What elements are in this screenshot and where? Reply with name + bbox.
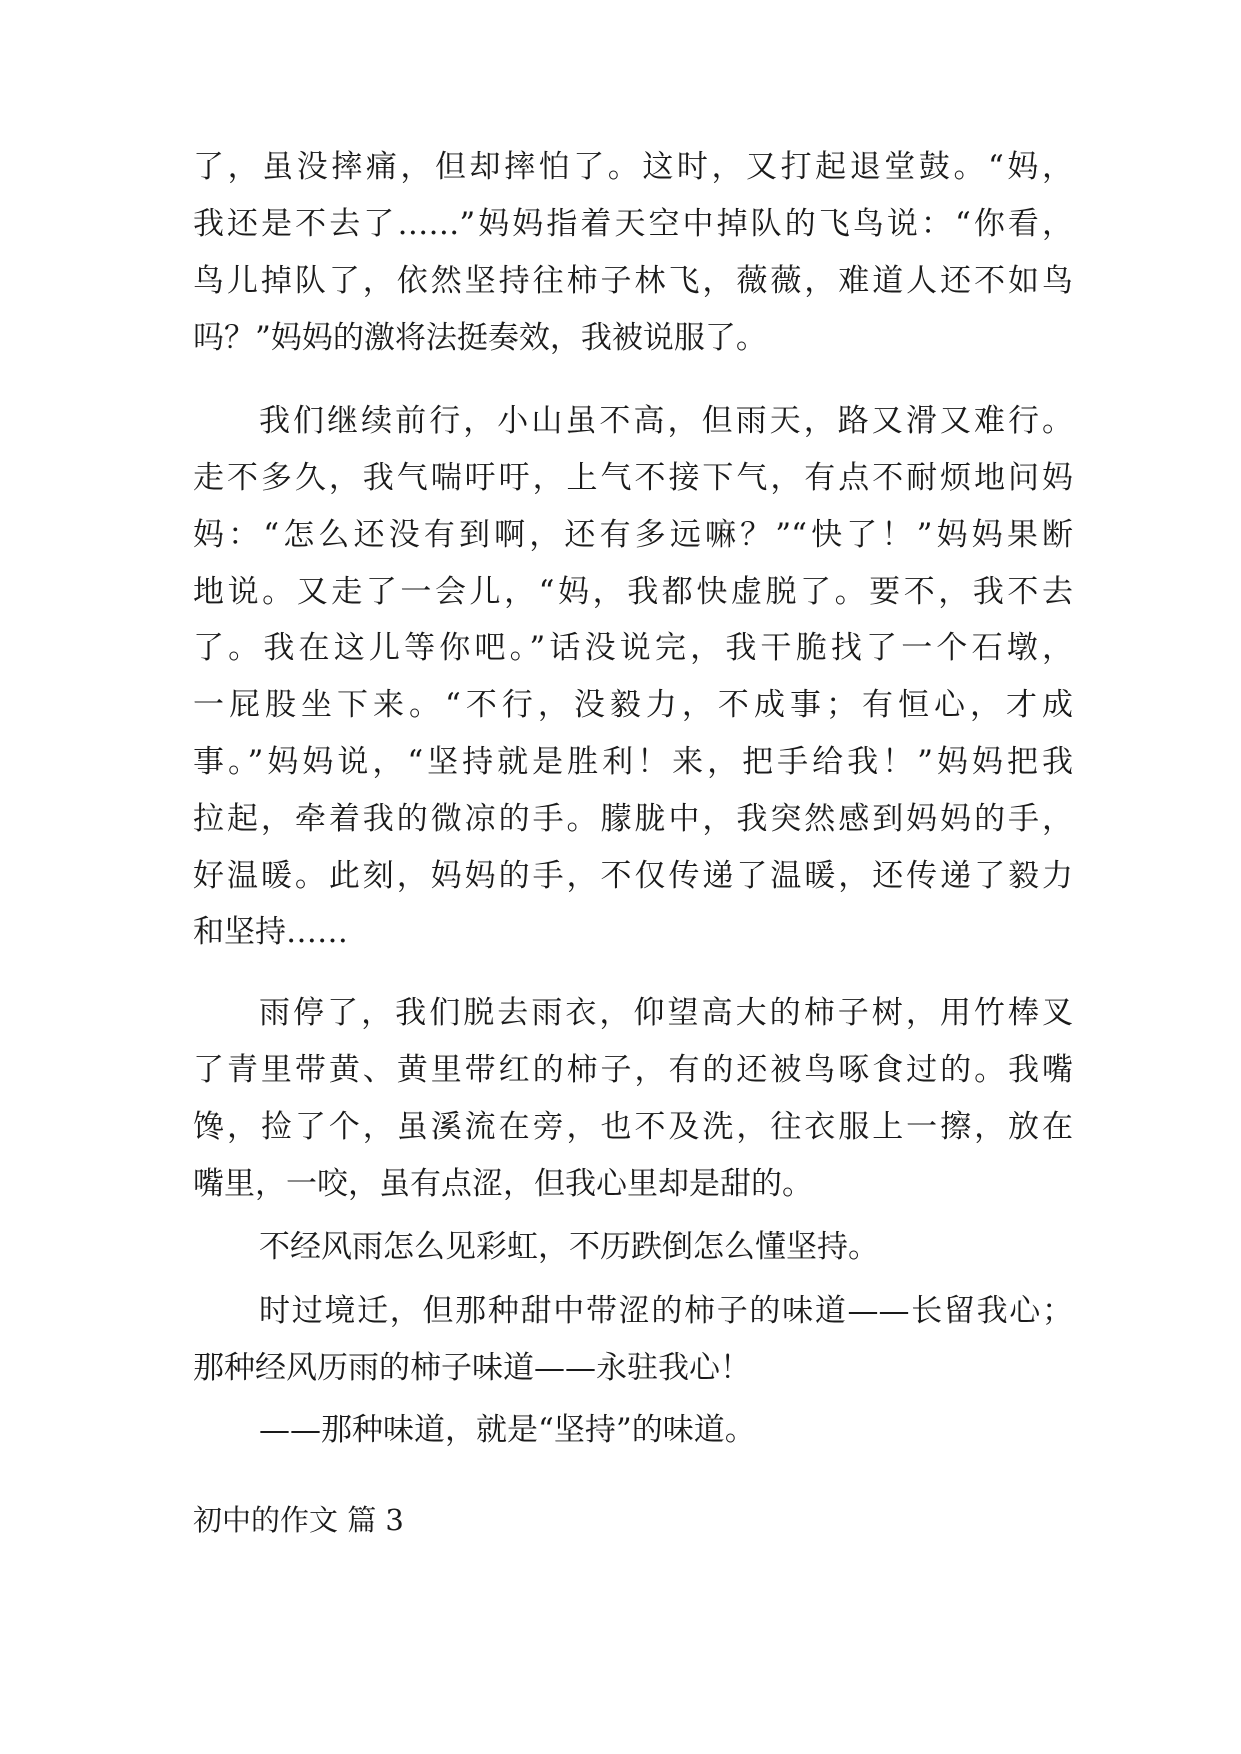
paragraph-line: ——那种味道，就是“坚持”的味道。	[259, 1412, 756, 1448]
paragraph-line: 了青里带黄、黄里带红的柿子，有的还被鸟啄食过的。我嘴	[193, 1052, 1073, 1088]
paragraph-line: 了，虽没摔痛，但却摔怕了。这时，又打起退堂鼓。“妈，	[193, 149, 1073, 185]
paragraph-line: 好温暖。此刻，妈妈的手，不仅传递了温暖，还传递了毅力	[193, 858, 1073, 894]
paragraph-line: 馋，捡了个，虽溪流在旁，也不及洗，往衣服上一擦，放在	[193, 1109, 1073, 1145]
paragraph-line: 地说。又走了一会儿，“妈，我都快虚脱了。要不，我不去	[193, 574, 1073, 610]
paragraph-line: 时过境迁，但那种甜中带涩的柿子的味道——长留我心；	[259, 1293, 1073, 1329]
paragraph-line: 吗？”妈妈的激将法挺奏效，我被说服了。	[193, 320, 767, 356]
paragraph-line: 那种经风历雨的柿子味道——永驻我心！	[193, 1350, 751, 1386]
paragraph-line: 我还是不去了……”妈妈指着天空中掉队的飞鸟说：“你看，	[193, 206, 1073, 242]
paragraph-line: 一屁股坐下来。“不行，没毅力，不成事；有恒心，才成	[193, 687, 1073, 723]
section-heading: 初中的作文 篇 3	[193, 1503, 404, 1537]
paragraph-line: 不经风雨怎么见彩虹，不历跌倒怎么懂坚持。	[259, 1229, 879, 1265]
paragraph-line: 我们继续前行，小山虽不高，但雨天，路又滑又难行。	[259, 403, 1073, 439]
paragraph-line: 了。我在这儿等你吧。”话没说完，我干脆找了一个石墩，	[193, 630, 1073, 666]
paragraph-line: 事。”妈妈说，“坚持就是胜利！来，把手给我！”妈妈把我	[193, 744, 1073, 780]
paragraph-line: 鸟儿掉队了，依然坚持往柿子林飞，薇薇，难道人还不如鸟	[193, 263, 1073, 299]
paragraph-line: 雨停了，我们脱去雨衣，仰望高大的柿子树，用竹棒叉	[259, 995, 1073, 1031]
paragraph-line: 拉起，牵着我的微凉的手。朦胧中，我突然感到妈妈的手，	[193, 801, 1073, 837]
paragraph-line: 走不多久，我气喘吁吁，上气不接下气，有点不耐烦地问妈	[193, 460, 1073, 496]
paragraph-line: 嘴里，一咬，虽有点涩，但我心里却是甜的。	[193, 1166, 813, 1202]
paragraph-line: 妈：“怎么还没有到啊，还有多远嘛？”“快了！”妈妈果断	[193, 517, 1073, 553]
paragraph-line: 和坚持……	[193, 914, 348, 950]
